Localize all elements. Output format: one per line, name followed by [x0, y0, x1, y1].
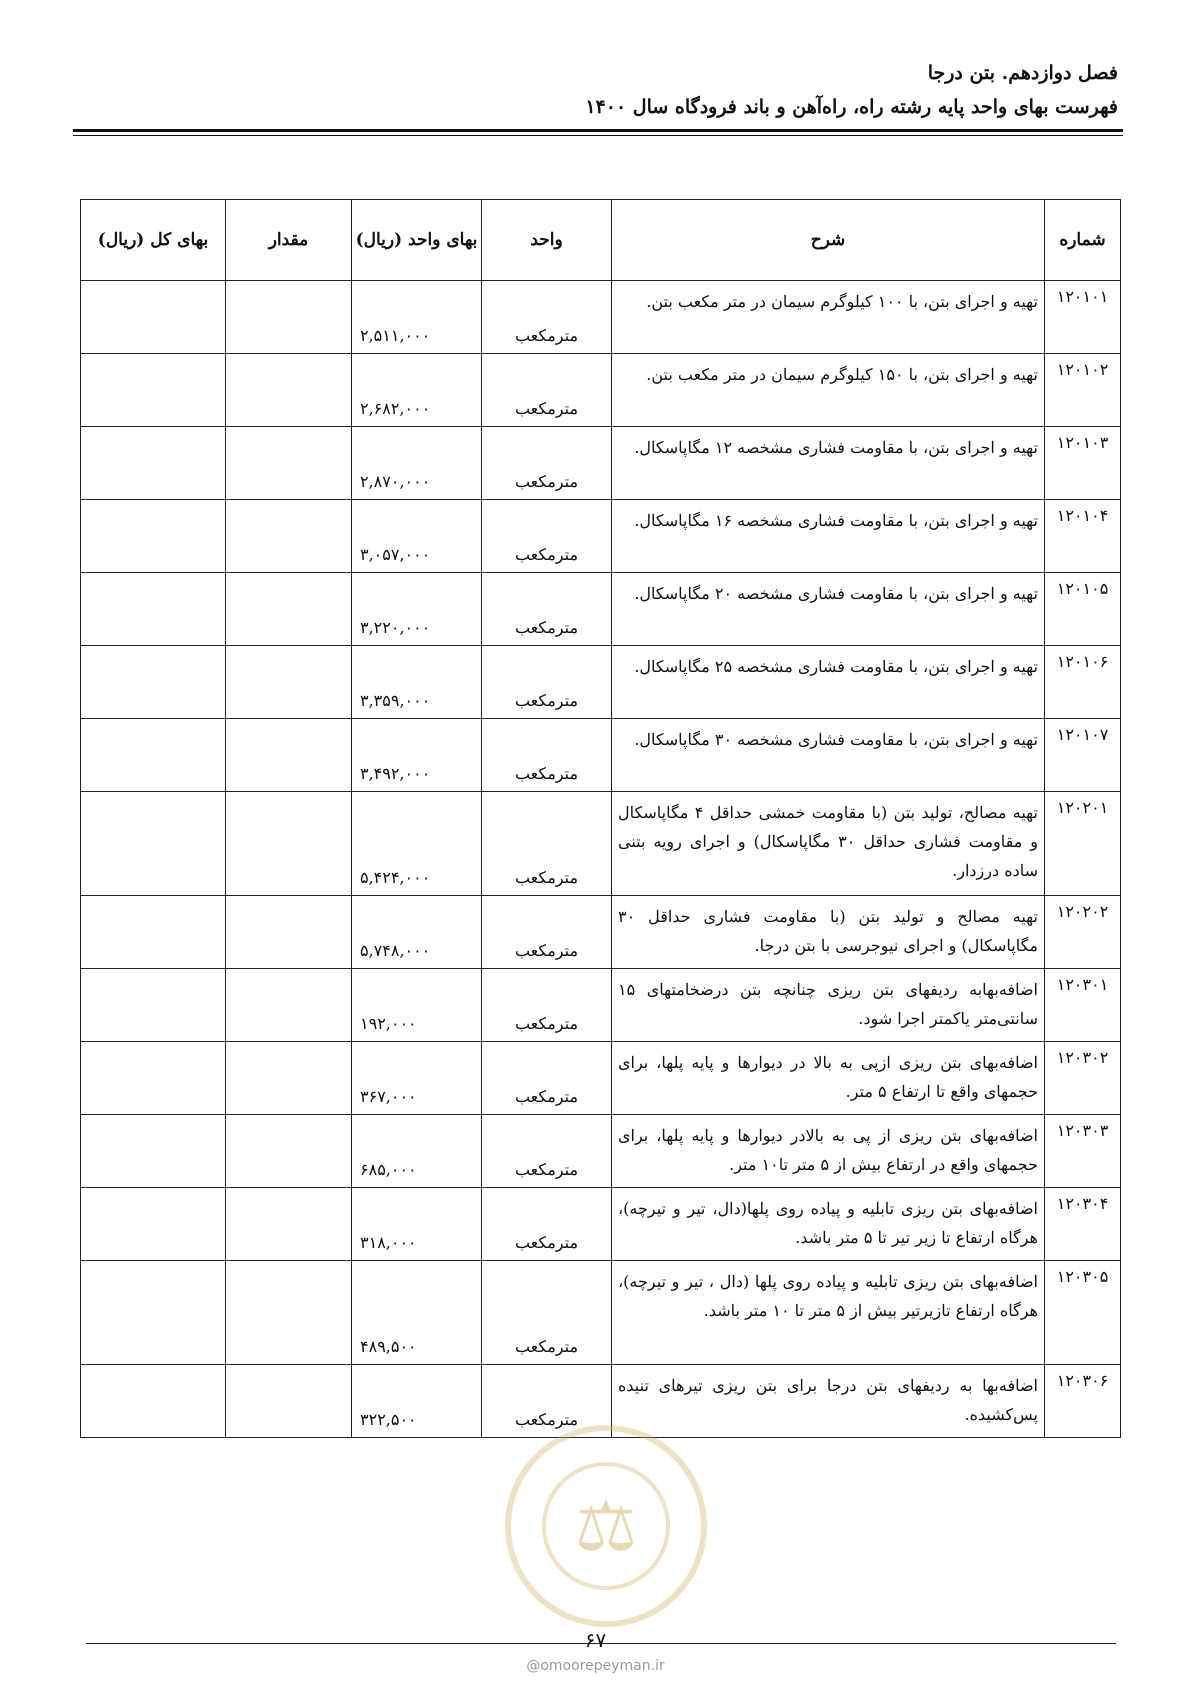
row-unit-price: ۳۱۸,۰۰۰	[352, 1188, 482, 1261]
row-description: تهیه و اجرای بتن، با مقاومت فشاری مشخصه ۲۰ مگاپاسکال.	[612, 573, 1045, 646]
table-row	[81, 719, 1121, 792]
row-total-price	[81, 427, 226, 500]
row-unit: مترمکعب	[482, 969, 612, 1042]
row-unit: مترمکعب	[482, 1115, 612, 1188]
table-header-row	[81, 200, 1121, 281]
row-unit: مترمکعب	[482, 573, 612, 646]
row-unit: مترمکعب	[482, 427, 612, 500]
row-description: تهیه مصالح، تولید بتن (با مقاومت خمشی حداقل ۴ مگاپاسکال و مقاومت فشاری حداقل ۳۰ مگاپاسکال) و اجرای رویه بتنی ساده درزدار.	[612, 792, 1045, 896]
header-rule-thin	[73, 135, 1123, 136]
table-row	[81, 1261, 1121, 1365]
row-description: تهیه و اجرای بتن، با ۱۵۰ کیلوگرم سیمان در متر مکعب بتن.	[612, 354, 1045, 427]
row-unit-price: ۱۹۲,۰۰۰	[352, 969, 482, 1042]
row-quantity	[226, 281, 352, 354]
row-code: ۱۲۰۱۰۲	[1045, 354, 1121, 427]
table-row	[81, 500, 1121, 573]
row-quantity	[226, 1365, 352, 1438]
row-code: ۱۲۰۱۰۳	[1045, 427, 1121, 500]
row-description: اضافه‌بهای بتن ریزی تابلیه و پیاده روی پلها (دال ، تیر و تیرچه)، هرگاه ارتفاع تازیرتیر بیش از ۵ متر تا ۱۰ متر باشد.	[612, 1261, 1045, 1365]
column-header-description: شرح	[612, 200, 1045, 281]
row-total-price	[81, 719, 226, 792]
row-unit-price: ۵,۴۲۴,۰۰۰	[352, 792, 482, 896]
column-header-unit: واحد	[482, 200, 612, 281]
price-table	[80, 199, 1121, 1438]
chapter-title: فصل دوازدهم. بتن درجا	[927, 62, 1118, 84]
row-code: ۱۲۰۲۰۱	[1045, 792, 1121, 896]
row-unit-price: ۵,۷۴۸,۰۰۰	[352, 896, 482, 969]
table-row	[81, 969, 1121, 1042]
column-header-code: شماره	[1045, 200, 1121, 281]
row-code: ۱۲۰۳۰۴	[1045, 1188, 1121, 1261]
column-header-total-price: بهای کل (ریال)	[81, 200, 226, 281]
row-quantity	[226, 792, 352, 896]
row-total-price	[81, 1261, 226, 1365]
table-row	[81, 573, 1121, 646]
table-row	[81, 646, 1121, 719]
watermark-site-text: @omoorepeyman.ir	[526, 1658, 665, 1674]
row-unit: مترمکعب	[482, 719, 612, 792]
table-row	[81, 792, 1121, 896]
row-unit-price: ۳,۰۵۷,۰۰۰	[352, 500, 482, 573]
row-total-price	[81, 969, 226, 1042]
row-code: ۱۲۰۱۰۷	[1045, 719, 1121, 792]
table-row	[81, 1188, 1121, 1261]
row-description: تهیه و اجرای بتن، با مقاومت فشاری مشخصه ۳۰ مگاپاسکال.	[612, 719, 1045, 792]
row-code: ۱۲۰۳۰۱	[1045, 969, 1121, 1042]
row-code: ۱۲۰۳۰۶	[1045, 1365, 1121, 1438]
table-row	[81, 354, 1121, 427]
row-code: ۱۲۰۳۰۳	[1045, 1115, 1121, 1188]
row-quantity	[226, 573, 352, 646]
row-unit-price: ۳۲۲,۵۰۰	[352, 1365, 482, 1438]
row-quantity	[226, 500, 352, 573]
row-total-price	[81, 646, 226, 719]
row-total-price	[81, 281, 226, 354]
row-unit-price: ۳۶۷,۰۰۰	[352, 1042, 482, 1115]
row-description: تهیه و اجرای بتن، با ۱۰۰ کیلوگرم سیمان در متر مکعب بتن.	[612, 281, 1045, 354]
row-description: تهیه و اجرای بتن، با مقاومت فشاری مشخصه ۲۵ مگاپاسکال.	[612, 646, 1045, 719]
row-unit: مترمکعب	[482, 500, 612, 573]
row-unit-price: ۲,۶۸۲,۰۰۰	[352, 354, 482, 427]
row-total-price	[81, 1365, 226, 1438]
row-unit: مترمکعب	[482, 1261, 612, 1365]
row-unit: مترمکعب	[482, 1188, 612, 1261]
row-unit-price: ۲,۸۷۰,۰۰۰	[352, 427, 482, 500]
table-row	[81, 1042, 1121, 1115]
table-row	[81, 427, 1121, 500]
row-unit-price: ۳,۳۵۹,۰۰۰	[352, 646, 482, 719]
row-unit: مترمکعب	[482, 896, 612, 969]
row-code: ۱۲۰۱۰۱	[1045, 281, 1121, 354]
row-description: تهیه و اجرای بتن، با مقاومت فشاری مشخصه ۱۲ مگاپاسکال.	[612, 427, 1045, 500]
row-code: ۱۲۰۳۰۵	[1045, 1261, 1121, 1365]
row-code: ۱۲۰۲۰۲	[1045, 896, 1121, 969]
row-unit: مترمکعب	[482, 646, 612, 719]
table-row	[81, 281, 1121, 354]
row-quantity	[226, 427, 352, 500]
row-quantity	[226, 646, 352, 719]
row-quantity	[226, 354, 352, 427]
table-row	[81, 1115, 1121, 1188]
row-description: تهیه و اجرای بتن، با مقاومت فشاری مشخصه ۱۶ مگاپاسکال.	[612, 500, 1045, 573]
column-header-quantity: مقدار	[226, 200, 352, 281]
row-code: ۱۲۰۳۰۲	[1045, 1042, 1121, 1115]
row-code: ۱۲۰۱۰۴	[1045, 500, 1121, 573]
row-total-price	[81, 1188, 226, 1261]
column-header-unit-price: بهای واحد (ریال)	[352, 200, 482, 281]
row-quantity	[226, 1188, 352, 1261]
page-number: ۶۷	[584, 1628, 607, 1652]
row-unit-price: ۴۸۹,۵۰۰	[352, 1261, 482, 1365]
row-unit-price: ۳,۴۹۲,۰۰۰	[352, 719, 482, 792]
footer-rule	[86, 1643, 1116, 1644]
document-title: فهرست بهای واحد پایه رشته راه، راه‌آهن و باند فرودگاه سال ۱۴۰۰	[585, 96, 1118, 118]
row-unit: مترمکعب	[482, 354, 612, 427]
row-total-price	[81, 500, 226, 573]
row-quantity	[226, 1115, 352, 1188]
row-code: ۱۲۰۱۰۶	[1045, 646, 1121, 719]
row-total-price	[81, 354, 226, 427]
row-total-price	[81, 1042, 226, 1115]
row-description: اضافه‌بها به ردیفهای بتن درجا برای بتن ریزی تیرهای تنیده پس‌کشیده.	[612, 1365, 1045, 1438]
row-description: اضافه‌بهای بتن ریزی از پی به بالادر دیوارها و پایه پلها، برای حجمهای واقع در ارتفاع بیش از ۵ متر تا۱۰ متر.	[612, 1115, 1045, 1188]
row-description: اضافه‌بهابه ردیفهای بتن ریزی چنانچه بتن درضخامتهای ۱۵ سانتی‌متر یاکمتر اجرا شود.	[612, 969, 1045, 1042]
page-header	[68, 56, 1118, 124]
row-quantity	[226, 969, 352, 1042]
row-description: تهیه مصالح و تولید بتن (با مقاومت فشاری حداقل ۳۰ مگاپاسکال) و اجرای نیوجرسی با بتن درجا.	[612, 896, 1045, 969]
header-rule-thick	[73, 129, 1123, 132]
row-code: ۱۲۰۱۰۵	[1045, 573, 1121, 646]
row-unit-price: ۲,۵۱۱,۰۰۰	[352, 281, 482, 354]
seal-inner-ring: ⚖	[542, 1462, 670, 1590]
row-unit: مترمکعب	[482, 792, 612, 896]
row-unit: مترمکعب	[482, 281, 612, 354]
row-unit: مترمکعب	[482, 1365, 612, 1438]
table-row	[81, 896, 1121, 969]
row-total-price	[81, 573, 226, 646]
row-unit-price: ۳,۲۲۰,۰۰۰	[352, 573, 482, 646]
row-quantity	[226, 1042, 352, 1115]
row-quantity	[226, 719, 352, 792]
row-total-price	[81, 1115, 226, 1188]
row-total-price	[81, 792, 226, 896]
row-quantity	[226, 1261, 352, 1365]
row-unit-price: ۶۸۵,۰۰۰	[352, 1115, 482, 1188]
row-description: اضافه‌بهای بتن ریزی ازپی به بالا در دیوارها و پایه پلها، برای حجمهای واقع تا ارتفاع ۵ متر.	[612, 1042, 1045, 1115]
row-unit: مترمکعب	[482, 1042, 612, 1115]
seal-logo-icon	[505, 1425, 707, 1627]
table-row	[81, 1365, 1121, 1438]
row-total-price	[81, 896, 226, 969]
row-quantity	[226, 896, 352, 969]
row-description: اضافه‌بهای بتن ریزی تابلیه و پیاده روی پلها(دال، تیر و تیرچه)، هرگاه ارتفاع تا زیر تیر تا ۵ متر باشد.	[612, 1188, 1045, 1261]
